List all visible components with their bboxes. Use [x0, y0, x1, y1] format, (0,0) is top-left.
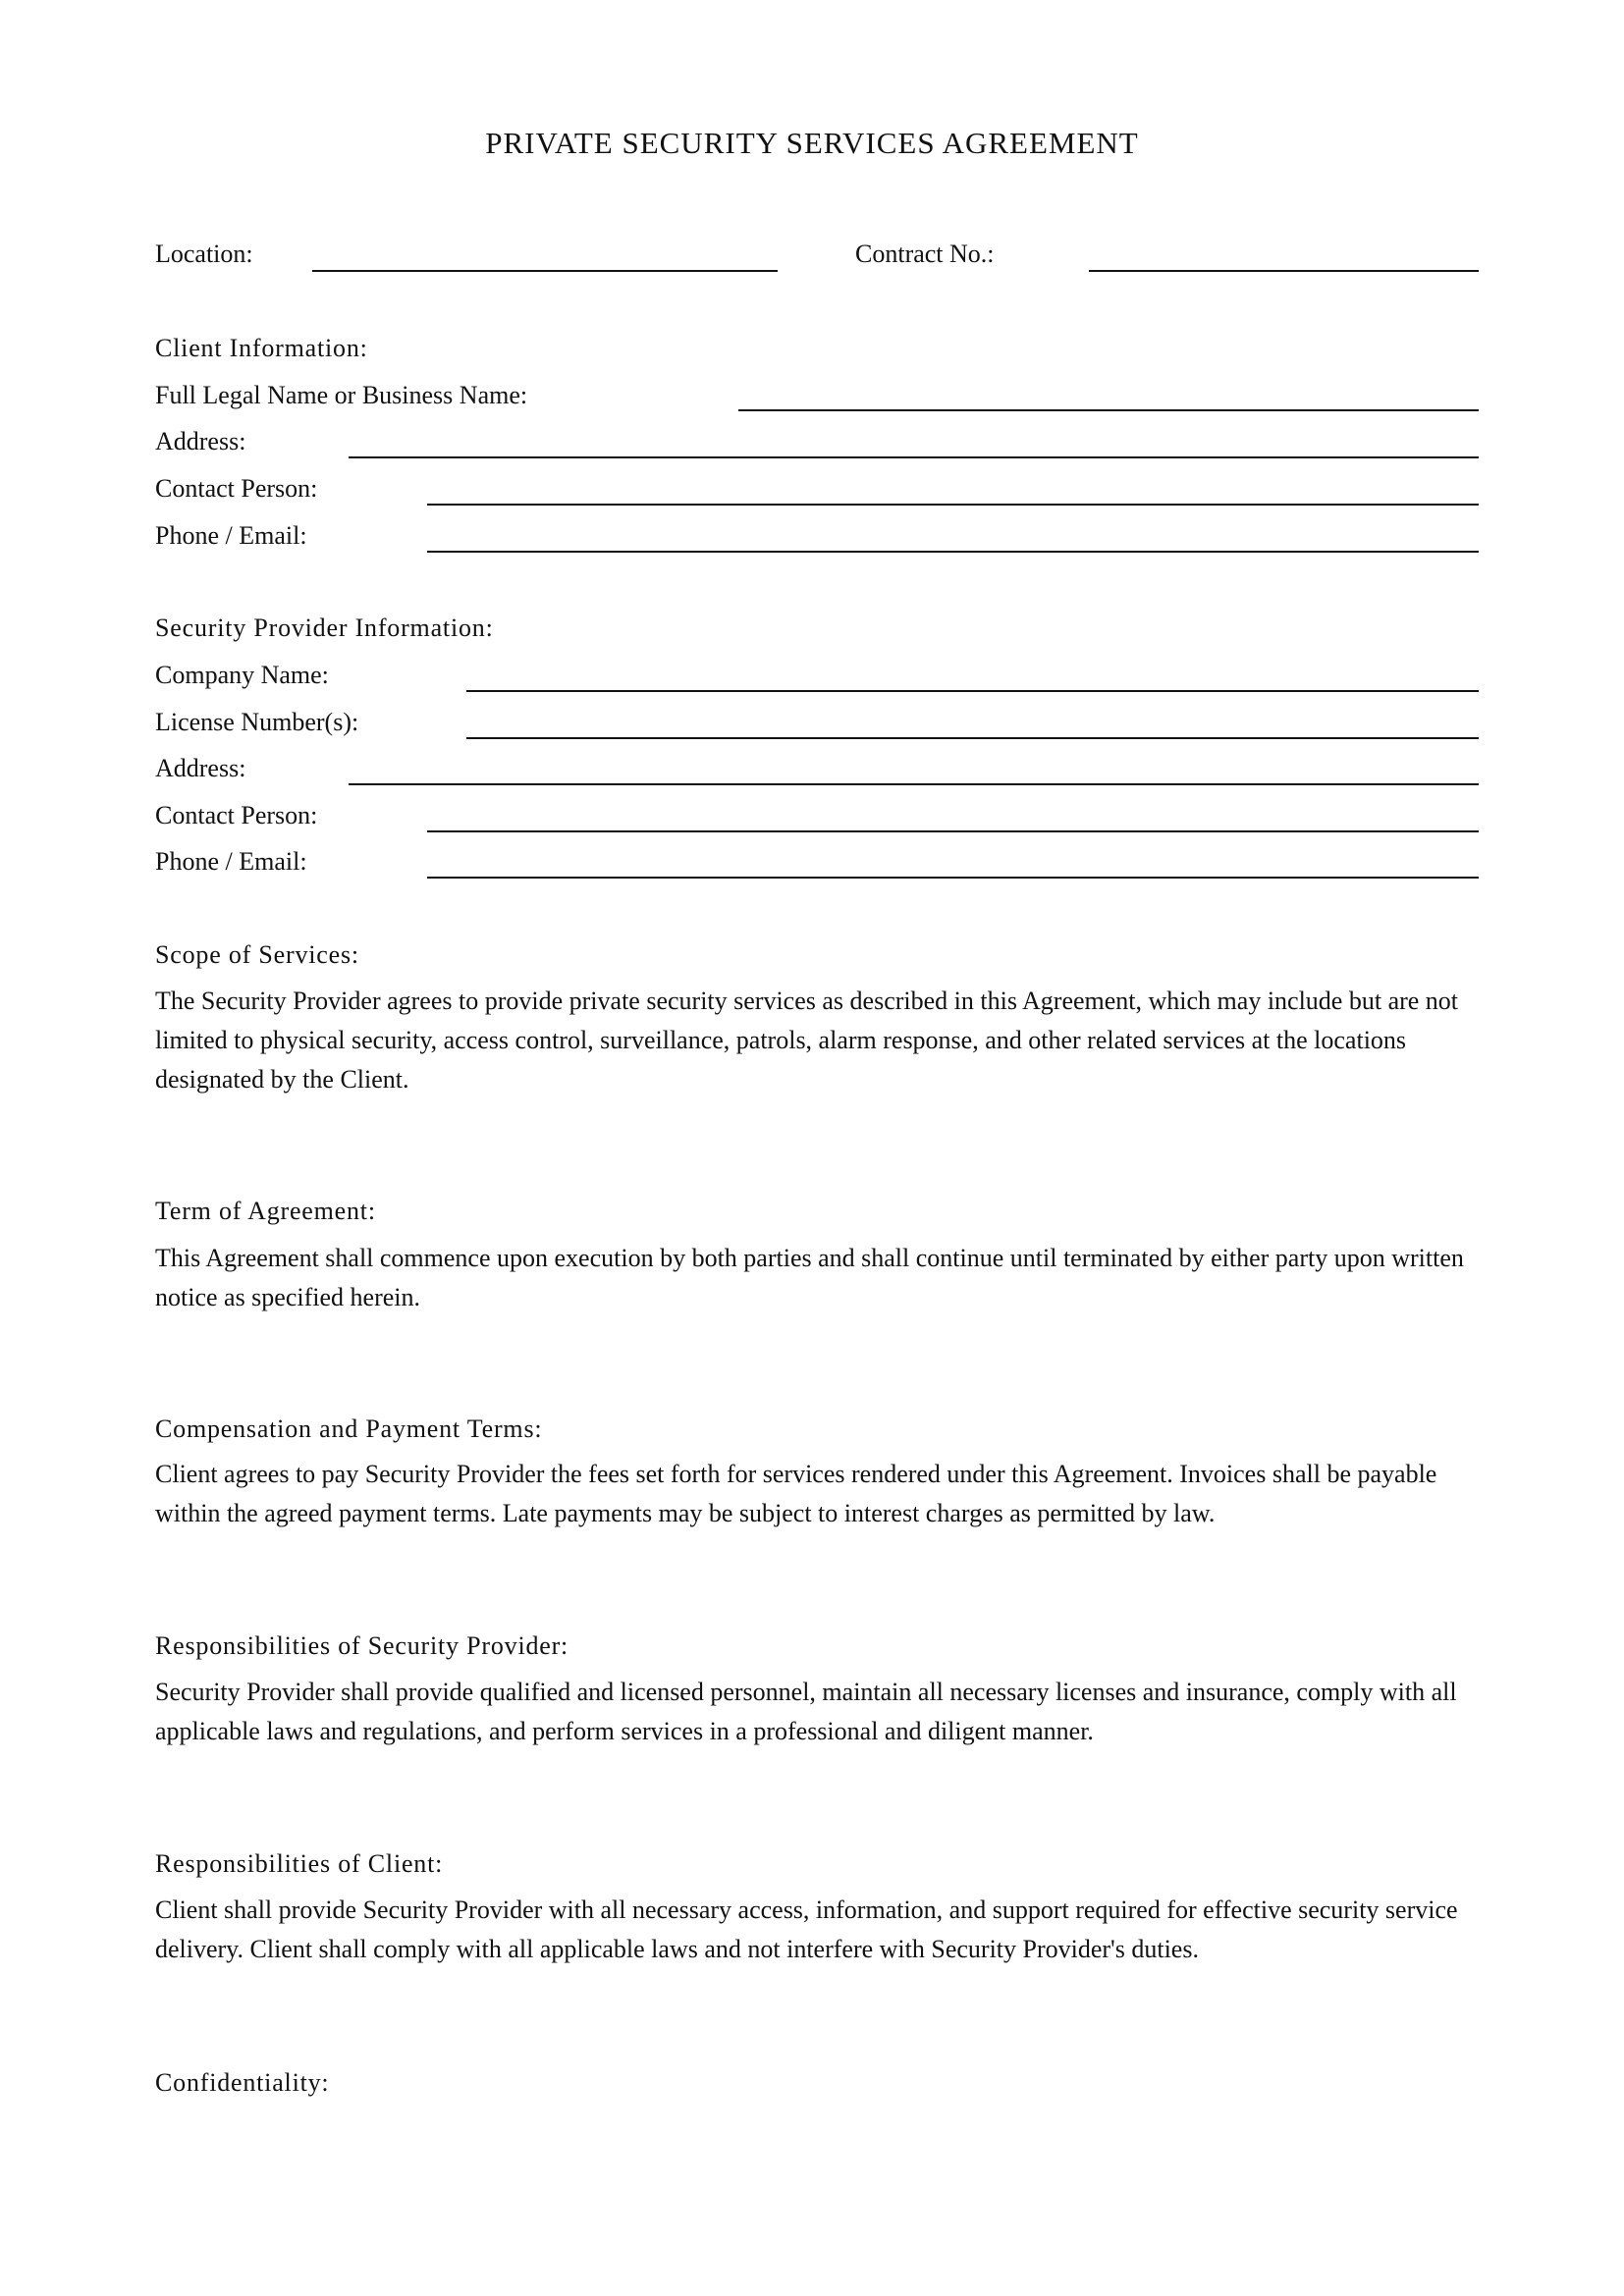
client-information-heading: Client Information: — [155, 334, 368, 362]
contract-no-field[interactable] — [1089, 270, 1479, 272]
provider-address-label: Address: — [155, 754, 246, 782]
client-contact-person-field[interactable] — [427, 504, 1479, 506]
provider-address-field[interactable] — [349, 783, 1479, 785]
provider-information-heading: Security Provider Information: — [155, 614, 494, 642]
client-full-name-field[interactable] — [738, 409, 1479, 411]
provider-license-field[interactable] — [466, 737, 1479, 739]
provider-license-label: License Number(s): — [155, 708, 359, 736]
provider-responsibilities-body: Security Provider shall provide qualified and licensed personnel, maintain all necessary licenses and insurance, comply with all applicable laws and regulations, and perform services in a professional and diligent manner. — [155, 1678, 1457, 1745]
document-title: PRIVATE SECURITY SERVICES AGREEMENT — [485, 126, 1139, 160]
term-body: This Agreement shall commence upon execution by both parties and shall continue until terminated by either party upon written notice as specified herein. — [155, 1244, 1464, 1311]
scope-body: The Security Provider agrees to provide private security services as described in this Agreement, which may include but are not limited to physical security, access control, surveillance, patrols, alarm response, and other related services at the locations designated by the Client. — [155, 987, 1459, 1094]
compensation-heading: Compensation and Payment Terms: — [155, 1415, 543, 1443]
term-heading: Term of Agreement: — [155, 1197, 376, 1225]
client-address-label: Address: — [155, 427, 246, 455]
provider-contact-person-field[interactable] — [427, 830, 1479, 832]
provider-phone-email-label: Phone / Email: — [155, 847, 307, 876]
contract-no-label: Contract No.: — [855, 240, 995, 268]
provider-company-name-label: Company Name: — [155, 661, 329, 689]
provider-phone-email-field[interactable] — [427, 877, 1479, 879]
client-responsibilities-body: Client shall provide Security Provider with all necessary access, information, and support required for effective security service delivery. Client shall comply with all applicable laws and not interfere with Security Provider's duties. — [155, 1896, 1458, 1963]
client-full-name-label: Full Legal Name or Business Name: — [155, 381, 528, 409]
compensation-body: Client agrees to pay Security Provider the fees set forth for services rendered under this Agreement. Invoices shall be payable within the agreed payment terms. Late payments may be subject to interest charges as permitted by law. — [155, 1460, 1437, 1527]
client-responsibilities-heading: Responsibilities of Client: — [155, 1849, 444, 1878]
client-address-field[interactable] — [349, 456, 1479, 458]
provider-company-name-field[interactable] — [466, 690, 1479, 692]
client-contact-person-label: Contact Person: — [155, 474, 318, 503]
scope-heading: Scope of Services: — [155, 940, 359, 969]
location-label: Location: — [155, 240, 253, 268]
client-phone-email-field[interactable] — [427, 551, 1479, 553]
confidentiality-heading: Confidentiality: — [155, 2068, 330, 2097]
location-field[interactable] — [312, 270, 778, 272]
provider-contact-person-label: Contact Person: — [155, 801, 318, 829]
client-phone-email-label: Phone / Email: — [155, 521, 307, 550]
provider-responsibilities-heading: Responsibilities of Security Provider: — [155, 1631, 569, 1660]
